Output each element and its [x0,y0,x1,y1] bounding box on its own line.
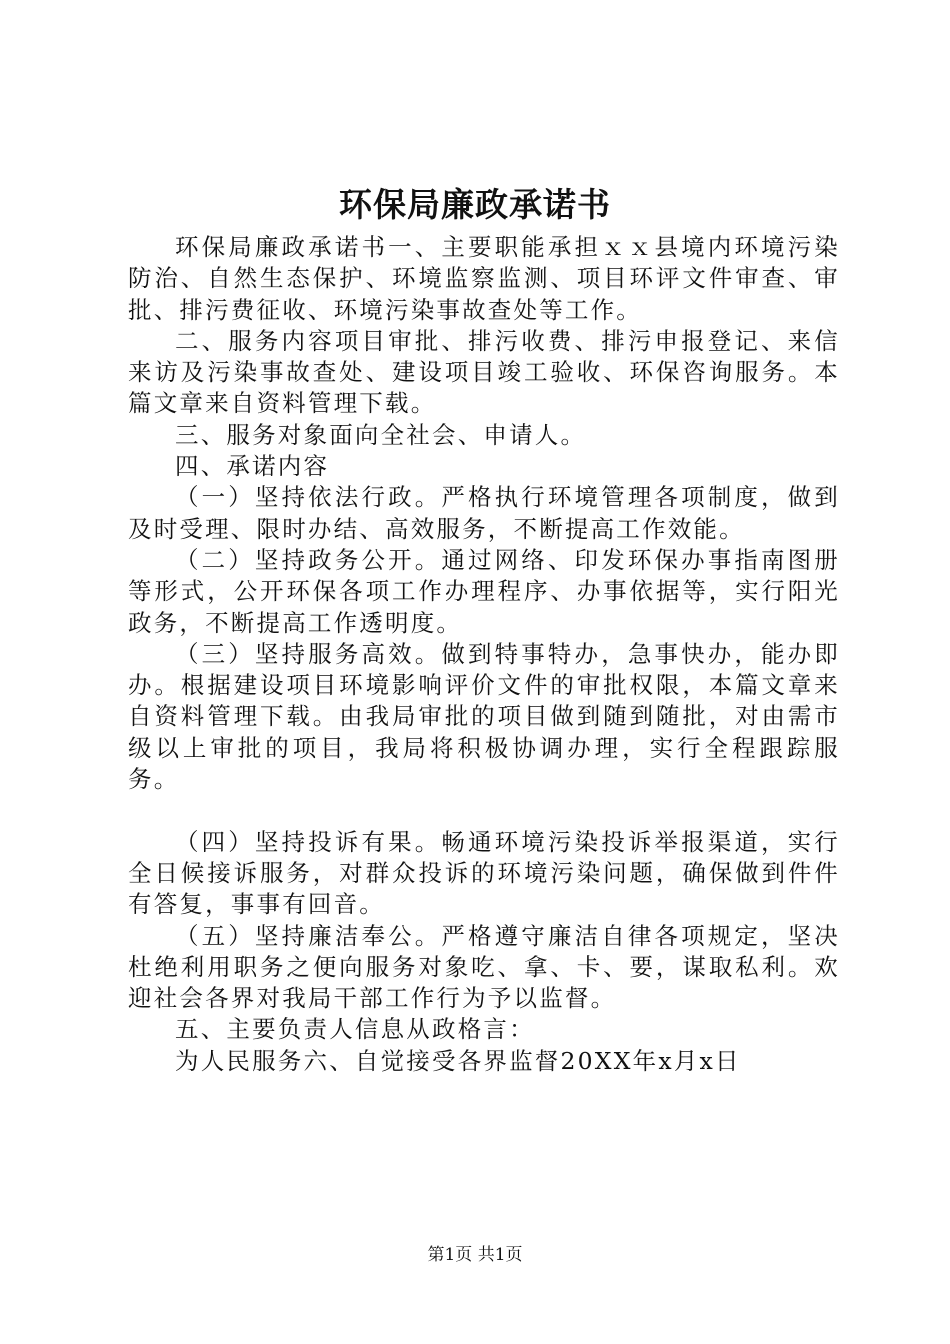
page-footer: 第1页 共1页 [427,1245,523,1265]
paragraph-commitment-2: （二）坚持政务公开。通过网络、印发环保办事指南图册等形式，公开环保各项工作办理程序、办事依据等，实行阳光政务，不断提高工作透明度。 [128,545,840,637]
paragraph-closing-date: 为人民服务六、自觉接受各界监督20XX年x月x日 [175,1046,741,1075]
paragraph-services: 二、服务内容项目审批、排污收费、排污申报登记、来信来访及污染事故查处、建设项目竣工验收、环保咨询服务。本篇文章来自资料管理下载。 [128,326,840,418]
paragraph-commitment-4: （四）坚持投诉有果。畅通环境污染投诉举报渠道，实行全日候接诉服务，对群众投诉的环境污染问题，确保做到件件有答复，事事有回音。 [128,827,840,919]
paragraph-duties: 环保局廉政承诺书一、主要职能承担ｘｘ县境内环境污染防治、自然生态保护、环境监察监测、项目环评文件审查、审批、排污费征收、环境污染事故查处等工作。 [128,233,840,324]
paragraph-commitment-3: （三）坚持服务高效。做到特事特办，急事快办，能办即办。根据建设项目环境影响评价文件的审批权限，本篇文章来自资料管理下载。由我局审批的项目做到随到随批，对由需市级以上审批的项目，我局将积极协调办理，实行全程跟踪服务。 [128,639,840,794]
paragraph-service-targets: 三、服务对象面向全社会、申请人。 [175,420,587,449]
page-title: 环保局廉政承诺书 [339,185,611,224]
paragraph-commitment-1: （一）坚持依法行政。严格执行环境管理各项制度，做到及时受理、限时办结、高效服务，不断提高工作效能。 [128,483,840,543]
document-body [128,232,840,1077]
paragraph-commitments-heading: 四、承诺内容 [175,452,330,481]
paragraph-responsible-person: 五、主要负责人信息从政格言： [175,1015,535,1044]
paragraph-commitment-5: （五）坚持廉洁奉公。严格遵守廉洁自律各项规定，坚决杜绝利用职务之便向服务对象吃、拿、卡、要，谋取私利。欢迎社会各界对我局干部工作行为予以监督。 [128,921,840,1013]
